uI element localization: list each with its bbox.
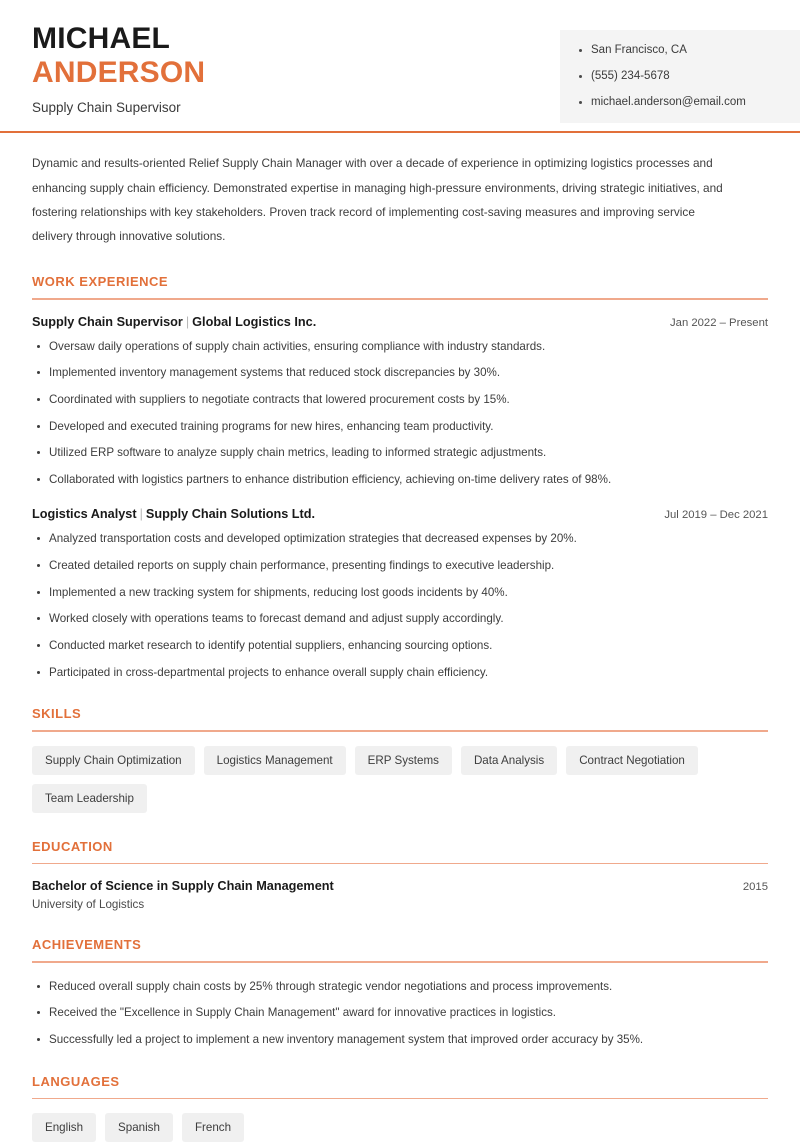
bullet-item: Worked closely with operations teams to forecast demand and adjust supply accordingly. (32, 611, 768, 627)
header-identity (0, 22, 560, 115)
section-title-work-experience: WORK EXPERIENCE (32, 274, 169, 290)
section-achievements (32, 937, 768, 1047)
contact-email[interactable]: michael.anderson@email.com (578, 96, 800, 110)
last-name: ANDERSON (32, 55, 206, 89)
education-entry-header (32, 879, 768, 893)
skills-chip-list (32, 746, 768, 813)
contact-location: San Francisco, CA (578, 44, 800, 58)
experience-title-line (32, 315, 316, 329)
experience-date: Jan 2022 – Present (670, 316, 768, 329)
experience-company: Global Logistics Inc. (192, 314, 317, 329)
experience-entry (32, 507, 768, 680)
bullet-item: Reduced overall supply chain costs by 25% through strategic vendor negotiations and process improvements. (32, 979, 768, 995)
section-languages (32, 1074, 768, 1142)
experience-entry-header (32, 315, 768, 329)
languages-chip-list (32, 1113, 768, 1142)
bullet-item: Utilized ERP software to analyze supply chain metrics, leading to informed strategic adjustments. (32, 445, 768, 461)
skill-chip: ERP Systems (355, 746, 452, 775)
experience-bullets (32, 339, 768, 488)
section-divider (32, 730, 768, 732)
section-title-languages: LANGUAGES (32, 1073, 120, 1089)
experience-entry-header (32, 507, 768, 521)
bullet-item: Created detailed reports on supply chain performance, presenting findings to executive leadership. (32, 558, 768, 574)
section-divider (32, 961, 768, 963)
section-divider (32, 863, 768, 865)
professional-summary: Dynamic and results-oriented Relief Supply Chain Manager with over a decade of experience in optimizing logistics processes and enhancing supply chain efficiency. Demonstrated expertise in managing high-pressure environments, driving strategic initiatives, and fostering relationships with key stakeholders. Proven track record of implementing cost-saving measures and improving service delivery through innovative solutions. (32, 156, 723, 243)
section-work-experience (32, 274, 768, 680)
skill-chip: Team Leadership (32, 784, 147, 813)
achievements-bullets (32, 979, 768, 1048)
header-job-title: Supply Chain Supervisor (32, 100, 181, 116)
section-title-education: EDUCATION (32, 838, 113, 854)
language-chip: French (182, 1113, 244, 1142)
first-name: MICHAEL (32, 22, 171, 55)
section-divider (32, 298, 768, 300)
section-education (32, 839, 768, 912)
bullet-item: Implemented inventory management systems that reduced stock discrepancies by 30%. (32, 365, 768, 381)
title-separator: | (185, 314, 190, 329)
resume-body (0, 151, 800, 1142)
experience-entry (32, 315, 768, 488)
experience-role: Logistics Analyst (32, 507, 137, 522)
skill-chip: Logistics Management (204, 746, 346, 775)
skill-chip: Contract Negotiation (566, 746, 698, 775)
bullet-item: Coordinated with suppliers to negotiate contracts that lowered procurement costs by 15%. (32, 392, 768, 408)
education-school: University of Logistics (32, 898, 145, 912)
skill-chip: Data Analysis (461, 746, 557, 775)
bullet-item: Successfully led a project to implement a new inventory management system that improved order accuracy by 35%. (32, 1032, 768, 1048)
title-separator: | (139, 507, 143, 522)
language-chip: English (32, 1113, 96, 1142)
experience-bullets (32, 531, 768, 680)
section-skills (32, 706, 768, 813)
contact-box (560, 30, 800, 123)
experience-company: Supply Chain Solutions Ltd. (145, 507, 316, 522)
resume-header (0, 0, 800, 123)
contact-phone[interactable]: (555) 234-5678 (578, 70, 800, 84)
contact-list (578, 44, 800, 109)
bullet-item: Analyzed transportation costs and developed optimization strategies that decreased expenses by 20%. (32, 531, 768, 547)
section-divider (32, 1098, 768, 1100)
experience-date: Jul 2019 – Dec 2021 (664, 509, 768, 522)
header-divider (0, 131, 800, 133)
bullet-item: Developed and executed training programs for new hires, enhancing team productivity. (32, 419, 768, 435)
skill-chip: Supply Chain Optimization (32, 746, 195, 775)
education-degree: Bachelor of Science in Supply Chain Management (32, 879, 334, 894)
section-title-skills: SKILLS (32, 706, 82, 722)
bullet-item: Oversaw daily operations of supply chain activities, ensuring compliance with industry standards. (32, 339, 768, 355)
bullet-item: Implemented a new tracking system for shipments, reducing lost goods incidents by 40%. (32, 585, 768, 601)
bullet-item: Participated in cross-departmental projects to enhance overall supply chain efficiency. (32, 665, 768, 681)
experience-role: Supply Chain Supervisor (32, 314, 183, 329)
bullet-item: Conducted market research to identify potential suppliers, enhancing sourcing options. (32, 638, 768, 654)
education-entry (32, 879, 768, 911)
section-title-achievements: ACHIEVEMENTS (32, 937, 142, 953)
education-year: 2015 (742, 881, 768, 894)
bullet-item: Collaborated with logistics partners to enhance distribution efficiency, achieving on-time delivery rates of 98%. (32, 472, 768, 488)
experience-title-line (32, 507, 315, 521)
bullet-item: Received the "Excellence in Supply Chain Management" award for innovative practices in logistics. (32, 1005, 768, 1021)
language-chip: Spanish (105, 1113, 173, 1142)
